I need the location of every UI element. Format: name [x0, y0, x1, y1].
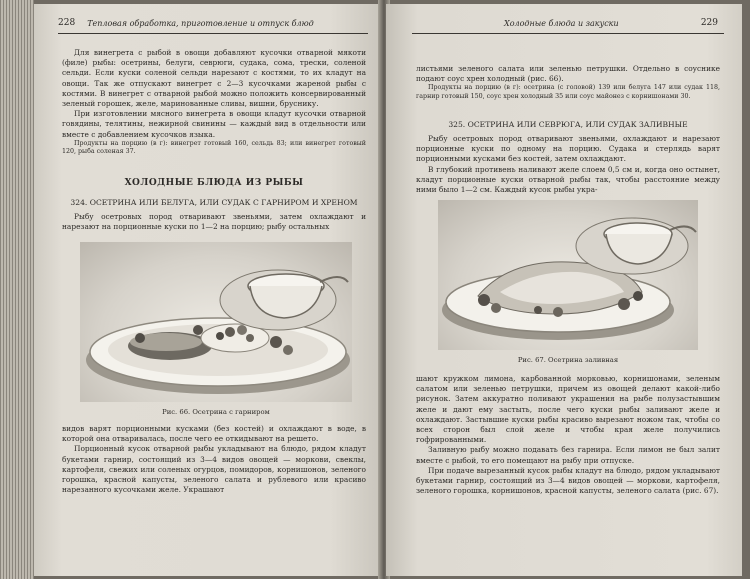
right-header-rule [412, 33, 724, 34]
left-page-number: 228 [58, 18, 76, 28]
paragraph: В глубокий противень наливают желе слоем 0,5 см и, когда оно остынет, кладут порционные куски отварной рыбы так, чтобы расстояние между ними было 1—2 см. Каждый кусок рыбы укра- [416, 164, 720, 195]
recipe-title: 325. ОСЕТРИНА ИЛИ СЕВРЮГА, ИЛИ СУДАК ЗАЛИВНЫЕ [448, 120, 688, 129]
paragraph: Рыбу осетровых пород отваривают звеньями, затем охлаждают и нарезают на порционные куски по 1—2 на порцию; рыбу остальных [62, 212, 366, 232]
section-heading: ХОЛОДНЫЕ БЛЮДА ИЗ РЫБЫ [124, 178, 304, 188]
figure-caption: Рис. 66. Осетрина с гарниром [162, 408, 270, 416]
right-page-number: 229 [700, 18, 718, 28]
portion-note: Продукты на порцию (в г): винегрет готовый 160, сельдь 83; или винегрет готовый 120, рыба соленая 37. [62, 139, 366, 156]
left-top-text [62, 48, 366, 157]
paragraph: листьями зеленого салата или зеленью петрушки. Отдельно в соуснике подают соус хрен холодный (рис. 66). [416, 64, 720, 84]
paragraph: При подаче вырезанный кусок рыбы кладут на блюдо, рядом укладывают букетами гарнир, состоящий из 3—4 видов овощей — моркови, картофеля, зеленого горошка, корнишонов, красной капусты, зеленого салата (рис. 67). [416, 465, 720, 496]
left-running-title: Тепловая обработка, приготовление и отпуск блюд [87, 18, 314, 28]
recipe-title: 324. ОСЕТРИНА ИЛИ БЕЛУГА, ИЛИ СУДАК С ГАРНИРОМ И ХРЕНОМ [70, 198, 358, 207]
right-bottom-text [416, 374, 720, 496]
right-running-head [504, 18, 718, 28]
left-header-rule [58, 33, 368, 34]
paragraph: Для винегрета с рыбой в овощи добавляют кусочки отварной мякоти (филе) рыбы: осетрины, белуги, севрюги, судака, сома, трески, соленой сельди. Если куски соленой сельди нарезают с костями, то их кладут на овощи. Так же отпускают винегрет с 2—3 кусочками жареной рыбы с костями. В винегрет с отварной рыбой можно положить консервированный зеленый горошек, желе, маринованные сливы, вишни, бруснику. [62, 48, 366, 109]
left-intro-text [62, 212, 366, 232]
right-top-text [416, 64, 720, 101]
right-running-title: Холодные блюда и закуски [504, 18, 619, 28]
jellied-fish-photo [438, 200, 698, 350]
fish-platter-illustration [80, 242, 352, 402]
figure-caption: Рис. 67. Осетрина заливная [517, 356, 619, 364]
left-page [34, 4, 382, 576]
jellied-fish-illustration [438, 200, 698, 350]
paragraph: Порционный кусок отварной рыбы укладывают на блюдо, рядом кладут букетами гарнир, состоящий из 3—4 видов овощей — моркови, свеклы, картофеля, свежих или соленых огурцов, помидоров, корнишонов, зеленого горошка, красной капусты, зеленого салата и рублевого или красиво нарезанного кусочками желе. Украшают [62, 444, 366, 495]
paragraph: Заливную рыбу можно подавать без гарнира. Если лимон не был залит вместе с рыбой, то его помещают на рыбу при отпуске. [416, 445, 720, 465]
paragraph: При изготовлении мясного винегрета в овощи кладут кусочки отварной говядины, телятины, нежирной свинины — каждый вид в отдельности или вместе с добавлением кусочков языка. [62, 109, 366, 139]
left-running-head [58, 18, 364, 28]
portion-note: Продукты на порцию (в г): осетрина (с головой) 139 или белуга 147 или судак 118, гарнир готовый 150, соус хрен холодный 35 или соус майонез с корнишонами 30. [416, 84, 720, 100]
paragraph: видов варят порционными кусками (без костей) и охлаждают в воде, в которой она отваривалась, после чего ее откидывают на решето. [62, 424, 366, 444]
fish-platter-photo [80, 242, 352, 402]
left-bottom-text [62, 424, 366, 495]
page-edges [0, 0, 34, 579]
right-page [386, 4, 742, 576]
right-intro-text [416, 134, 720, 195]
paragraph: шают кружком лимона, карбованной морковью, корнишонами, зеленым салатом или зеленью петрушки, причем из овощей делают какой-либо рисунок. Затем аккуратно поливают украшения на рыбе полузастывшим желе и дают ему застыть, после чего куски рыбы заливают желе и охлаждают. Застывшие куски рыбы красиво вырезают ножом так, чтобы со всех сторон был слой желе и чтобы края желе получились гофрированными. [416, 374, 720, 445]
paragraph: Рыбу осетровых пород отваривают звеньями, охлаждают и нарезают порционные куски по одному на порцию. Судака и стерлядь варят порционными кусками без костей, затем охлаждают. [416, 134, 720, 164]
